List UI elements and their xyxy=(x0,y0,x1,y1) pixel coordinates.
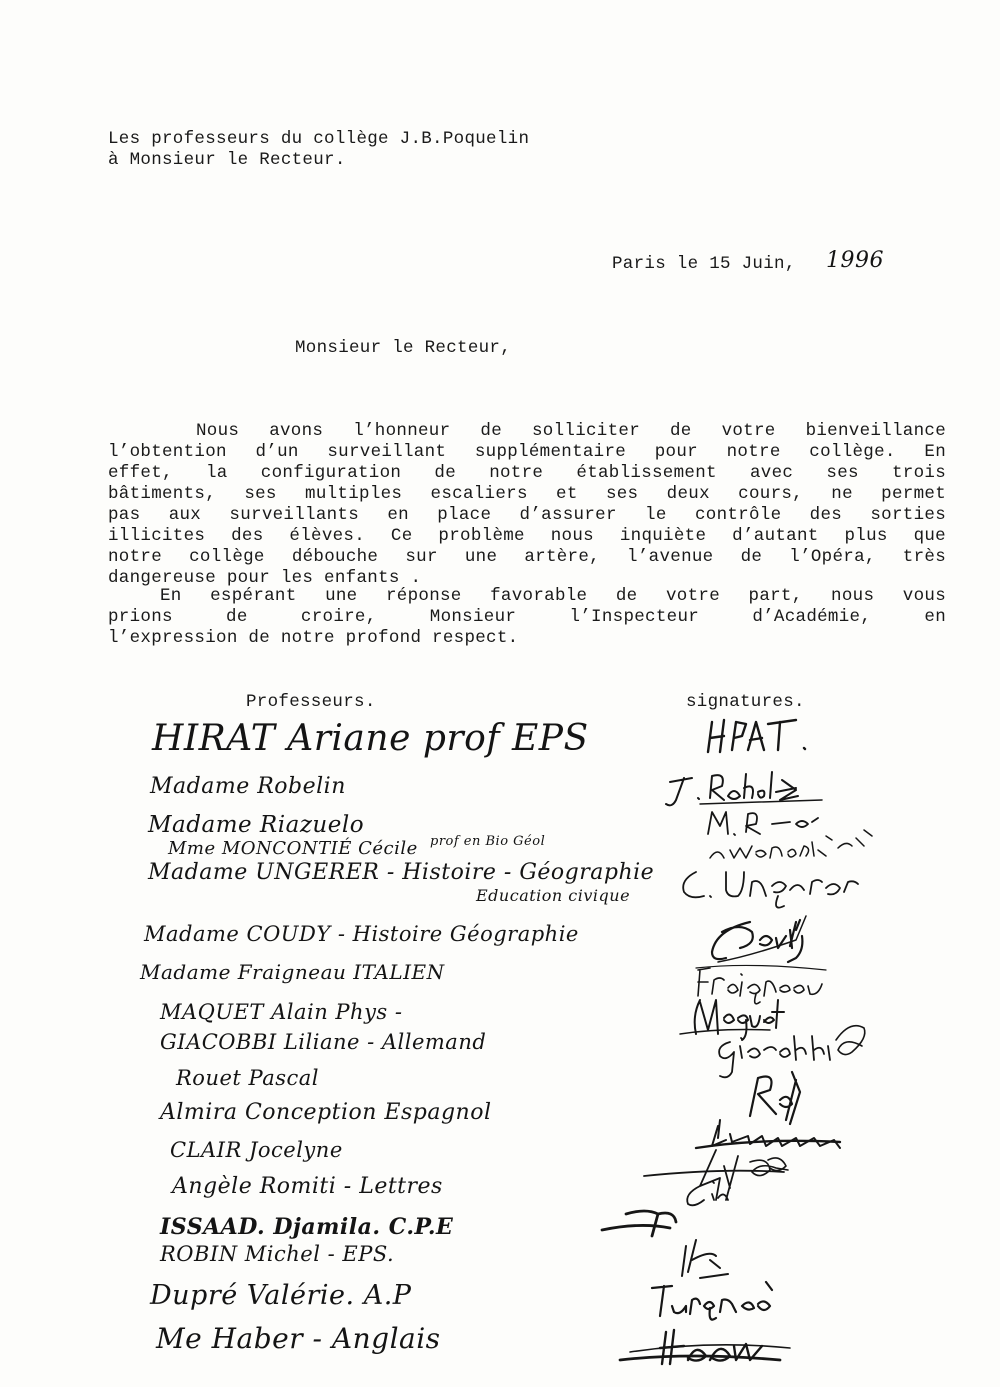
signature-mark xyxy=(644,1150,788,1200)
body-line: notre collège débouche sur une artère, l’avenue de l’Opéra, très xyxy=(108,547,946,567)
entry-name: MAQUET Alain Phys - xyxy=(160,1000,403,1024)
recipient-line: à Monsieur le Recteur. xyxy=(108,150,346,170)
body-line: prions de croire, Monsieur l’Inspecteur d’Académie, en xyxy=(108,607,946,627)
body-line: En espérant une réponse favorable de votre part, nous vous xyxy=(160,586,946,606)
entry-name: Madame UNGERER - Histoire - Géographie xyxy=(148,860,655,885)
signature-mark xyxy=(652,1282,772,1320)
body-line: bâtiments, ses multiples escaliers et ses deux cours, ne permet xyxy=(108,484,946,504)
entry-name: HIRAT Ariane prof EPS xyxy=(152,718,589,759)
signature-mark xyxy=(708,812,872,858)
entry-name: Madame Robelin xyxy=(150,774,346,799)
entry-note: prof en Bio Géol xyxy=(430,834,546,849)
entry-name: ISSAAD. Djamila. C.P.E xyxy=(160,1214,454,1240)
entry-name: Madame Riazuelo xyxy=(148,812,365,838)
signature-mark xyxy=(666,772,822,805)
entry-name: Madame COUDY - Histoire Géographie xyxy=(144,922,579,946)
column-header-signatures: signatures. xyxy=(686,692,805,712)
entry-name: CLAIR Jocelyne xyxy=(170,1138,343,1162)
body-line: l’expression de notre profond respect. xyxy=(108,628,519,648)
entry-name: GIACOBBI Liliane - Allemand xyxy=(160,1030,487,1054)
entry-name: Angèle Romiti - Lettres xyxy=(172,1174,443,1199)
entry-name: Rouet Pascal xyxy=(176,1066,320,1090)
salutation: Monsieur le Recteur, xyxy=(295,338,512,358)
entry-name: Me Haber - Anglais xyxy=(156,1322,441,1355)
signature-mark xyxy=(680,1000,784,1040)
body-line: illicites des élèves. Ce problème nous inquiète d’autant plus que xyxy=(108,526,946,546)
signature-mark xyxy=(708,720,805,752)
body-line: pas aux surveillants en place d’assurer le contrôle des sorties xyxy=(108,505,946,525)
body-line: dangereuse pour les enfants . xyxy=(108,568,422,588)
signature-mark xyxy=(696,965,826,1003)
signature-mark xyxy=(620,1330,790,1364)
signature-mark xyxy=(683,872,858,908)
signature-mark xyxy=(719,1026,865,1078)
signature-mark xyxy=(687,1182,728,1205)
date-year-handwritten: 1996 xyxy=(826,248,884,273)
signature-mark xyxy=(712,916,806,962)
body-line: Nous avons l’honneur de solliciter de votre bienveillance xyxy=(196,421,946,441)
entry-name: Mme MONCONTIÉ Cécile xyxy=(168,838,418,859)
signature-mark xyxy=(750,1072,800,1124)
column-header-professeurs: Professeurs. xyxy=(246,692,376,712)
entry-note: Education civique xyxy=(476,886,631,905)
entry-name: Dupré Valérie. A.P xyxy=(150,1280,412,1311)
signature-mark xyxy=(602,1211,676,1236)
entry-name: Almira Conception Espagnol xyxy=(160,1100,492,1125)
body-line: effet, la configuration de notre établissement avec ses trois xyxy=(108,463,946,483)
body-line: l’obtention d’un surveillant supplémentaire pour notre collège. En xyxy=(108,442,946,462)
sender-line: Les professeurs du collège J.B.Poquelin xyxy=(108,129,530,149)
entry-name: Madame Fraigneau ITALIEN xyxy=(140,960,445,984)
signatures-column xyxy=(600,700,900,1380)
entry-name: ROBIN Michel - EPS. xyxy=(160,1242,395,1266)
date-typed: Paris le 15 Juin, xyxy=(612,254,796,274)
signature-mark xyxy=(682,1240,728,1278)
signature-mark xyxy=(696,1120,840,1148)
